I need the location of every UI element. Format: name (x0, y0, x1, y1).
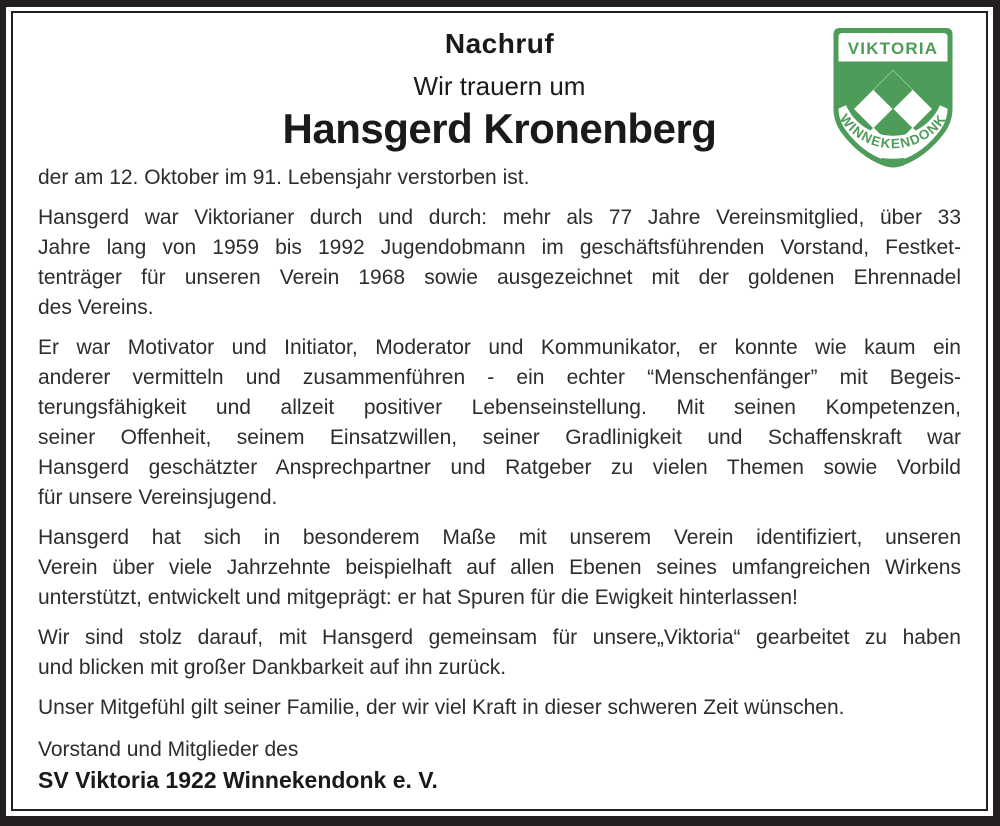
paragraph (38, 623, 961, 683)
paragraph-line: Hansgerd geschätzter Ansprechpartner und Ratgeber zu vielen Themen sowie Vorbild (38, 456, 961, 479)
paragraph-line: des Vereins. (38, 296, 154, 319)
paragraph-line: seiner Offenheit, seinem Einsatzwillen, seiner Gradlinigkeit und Schaffenskraft war (38, 426, 961, 449)
signature-block (38, 735, 961, 795)
paragraph-line: Hansgerd war Viktorianer durch und durch: mehr als 77 Jahre Vereinsmitglied, über 33 (38, 206, 961, 229)
paragraph-line: und blicken mit großer Dankbarkeit auf ihn zurück. (38, 656, 507, 679)
paragraph (38, 333, 961, 513)
paragraph-line: Verein über viele Jahrzehnte beispielhaft auf allen Ebenen seines umfangreichen Wirkens (38, 556, 961, 579)
signature-club: SV Viktoria 1922 Winnekendonk e. V. (38, 767, 438, 793)
paragraph-line: anderer vermitteln und zusammenführen - ein echter “Menschenfänger” mit Begeis- (38, 366, 961, 389)
crest-top-label: VIKTORIA (847, 39, 939, 58)
viktoria-winnekendonk-crest-icon (829, 24, 957, 173)
crest-bottom-label: WINNEKENDONK (836, 111, 950, 152)
paragraph-line: Jahre lang von 1959 bis 1992 Jugendobmann im geschäftsführenden Vorstand, Festket- (38, 236, 961, 259)
paragraph-line: Hansgerd hat sich in besonderem Maße mit unserem Verein identifiziert, unseren (38, 526, 961, 549)
paragraph-line: Unser Mitgefühl gilt seiner Familie, der wir viel Kraft in dieser schweren Zeit wünschen. (38, 696, 845, 719)
paragraph-line: für unsere Vereinsjugend. (38, 486, 278, 509)
paragraph-line: unterstützt, entwickelt und mitgeprägt: er hat Spuren für die Ewigkeit hinterlassen! (38, 586, 798, 609)
body-paragraphs (38, 203, 961, 723)
deceased-name: Hansgerd Kronenberg (282, 105, 717, 152)
lead-in-text: Wir trauern um (413, 71, 586, 101)
paragraph-line: tenträger für unseren Verein 1968 sowie ausgezeichnet mit der goldenen Ehrennadel (38, 266, 961, 289)
paragraph-line: Wir sind stolz darauf, mit Hansgerd gemeinsam für unsere„Viktoria“ gearbeitet zu haben (38, 626, 961, 649)
paragraph (38, 203, 961, 323)
paragraph (38, 693, 961, 723)
paragraph (38, 523, 961, 613)
signature-role: Vorstand und Mitglieder des (38, 738, 299, 761)
intro-line: der am 12. Oktober im 91. Lebensjahr verstorben ist. (38, 166, 530, 189)
paragraph-line: terungsfähigkeit und allzeit positiver Lebenseinstellung. Mit seinen Kompetenzen, (38, 396, 961, 419)
paragraph-line: Er war Motivator und Initiator, Moderator und Kommunikator, er konnte wie kaum ein (38, 336, 961, 359)
notice-type-heading: Nachruf (444, 28, 555, 59)
